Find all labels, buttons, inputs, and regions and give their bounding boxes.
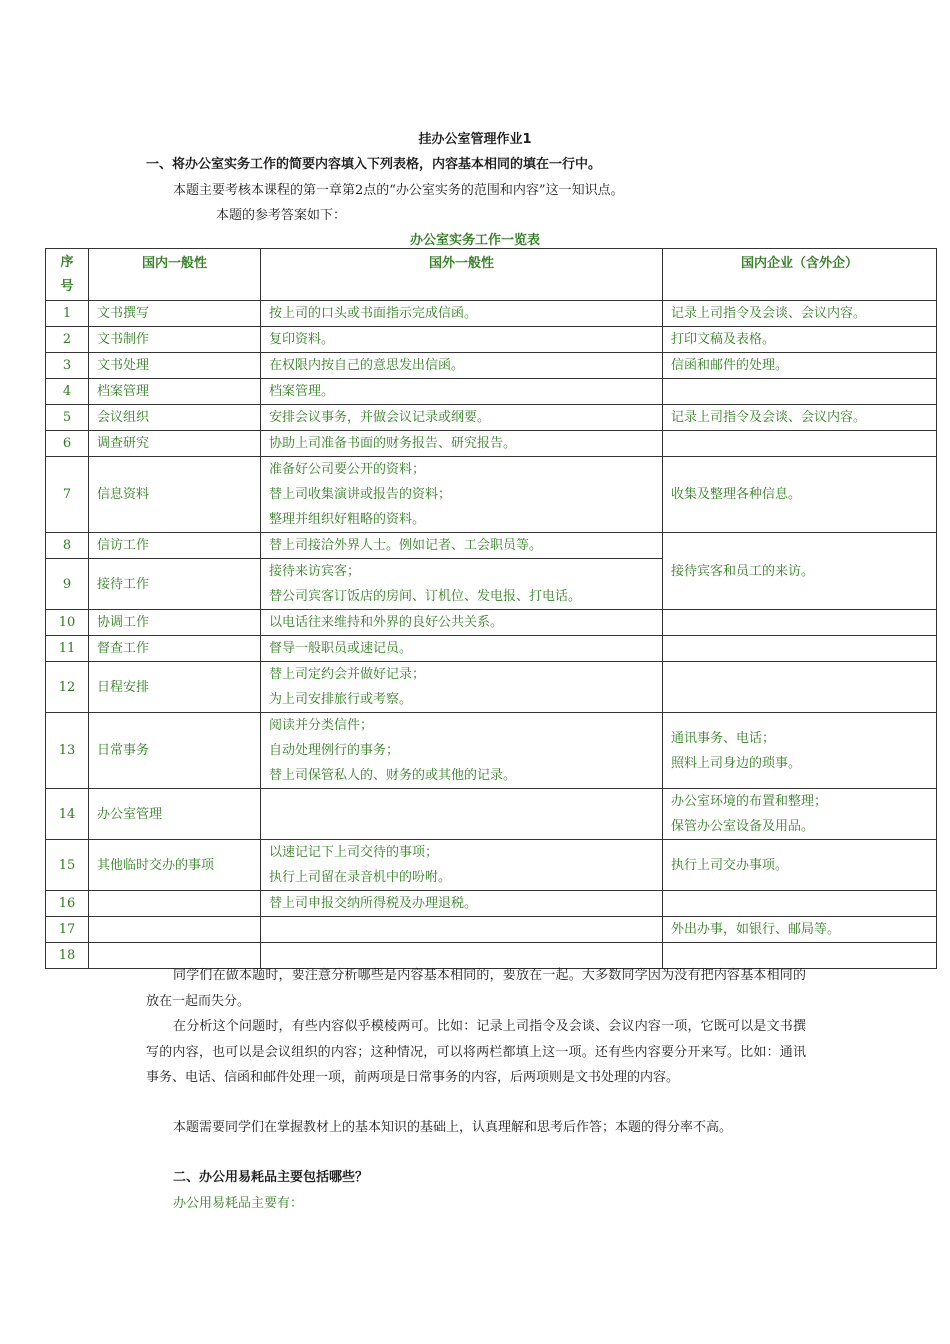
cell-foreign bbox=[261, 301, 663, 327]
cell-line: 替上司申报交纳所得税及办理退税。 bbox=[269, 896, 478, 911]
cell-foreign bbox=[261, 431, 663, 457]
answer-label: 本题的参考答案如下： bbox=[216, 208, 347, 223]
cell-enterprise bbox=[663, 713, 937, 789]
cell-line: 照料上司身边的琐事。 bbox=[671, 755, 802, 771]
header-enterprise: 国内企业（含外企） bbox=[663, 249, 937, 301]
office-work-table bbox=[45, 248, 937, 969]
cell-no: 8 bbox=[46, 533, 89, 559]
cell-foreign bbox=[261, 891, 663, 917]
cell-line: 替上司定约会并做好记录； bbox=[269, 667, 426, 682]
table-caption: 办公室实务工作一览表 bbox=[409, 233, 540, 248]
cell-foreign bbox=[261, 636, 663, 662]
cell-domestic: 接待工作 bbox=[89, 559, 261, 610]
cell-foreign bbox=[261, 327, 663, 353]
header-no: 序 号 bbox=[46, 249, 89, 301]
cell-line: 自动处理例行的事务； bbox=[269, 743, 400, 758]
cell-no: 11 bbox=[46, 636, 89, 662]
table-row bbox=[46, 353, 937, 379]
cell-foreign bbox=[261, 405, 663, 431]
cell-no: 13 bbox=[46, 713, 89, 789]
document-title: 挂办公室管理作业1 bbox=[418, 132, 532, 147]
cell-line: 为上司安排旅行或考察。 bbox=[269, 692, 413, 707]
table-row bbox=[46, 610, 937, 636]
cell-foreign bbox=[261, 662, 663, 713]
cell-no: 16 bbox=[46, 891, 89, 917]
analysis-paragraph-1: 同学们在做本题时，要注意分析哪些是内容基本相同的，要放在一起。大多数同学因为没有把内容基本相同的放在一起而失分。 bbox=[146, 968, 806, 1009]
cell-enterprise bbox=[663, 353, 937, 379]
table-row bbox=[46, 789, 937, 840]
table-row bbox=[46, 379, 937, 405]
cell-no: 4 bbox=[46, 379, 89, 405]
cell-enterprise bbox=[663, 327, 937, 353]
cell-domestic: 文书处理 bbox=[89, 353, 261, 379]
cell-foreign bbox=[261, 559, 663, 610]
cell-domestic: 协调工作 bbox=[89, 610, 261, 636]
question-1-intro: 本题主要考核本课程的第一章第2点的“办公室实务的范围和内容”这一知识点。 bbox=[173, 183, 624, 198]
cell-domestic: 文书撰写 bbox=[89, 301, 261, 327]
cell-domestic: 信访工作 bbox=[89, 533, 261, 559]
cell-line: 接待来访宾客； bbox=[269, 564, 361, 579]
cell-domestic: 信息资料 bbox=[89, 457, 261, 533]
cell-domestic: 文书制作 bbox=[89, 327, 261, 353]
table-row bbox=[46, 431, 937, 457]
header-domestic: 国内一般性 bbox=[89, 249, 261, 301]
cell-line: 执行上司留在录音机中的吩咐。 bbox=[269, 870, 452, 885]
cell-line: 记录上司指令及会谈、会议内容。 bbox=[671, 306, 867, 321]
cell-enterprise bbox=[663, 610, 937, 636]
cell-line: 保管办公室设备及用品。 bbox=[671, 819, 815, 834]
cell-line: 复印资料。 bbox=[269, 332, 335, 347]
cell-enterprise bbox=[663, 789, 937, 840]
cell-line: 准备好公司要公开的资料； bbox=[269, 462, 426, 477]
cell-line: 收集及整理各种信息。 bbox=[671, 487, 802, 502]
table-row bbox=[46, 713, 937, 789]
cell-line: 安排会议事务，并做会议记录或纲要。 bbox=[269, 410, 491, 425]
cell-no: 10 bbox=[46, 610, 89, 636]
cell-foreign bbox=[261, 713, 663, 789]
cell-line: 以速记记下上司交待的事项； bbox=[269, 845, 439, 860]
cell-domestic: 档案管理 bbox=[89, 379, 261, 405]
table-row bbox=[46, 917, 937, 943]
cell-line: 打印文稿及表格。 bbox=[671, 332, 776, 347]
table-row bbox=[46, 301, 937, 327]
cell-domestic: 办公室管理 bbox=[89, 789, 261, 840]
cell-domestic: 督查工作 bbox=[89, 636, 261, 662]
cell-enterprise bbox=[663, 891, 937, 917]
cell-line: 在权限内按自己的意思发出信函。 bbox=[269, 358, 465, 373]
cell-enterprise bbox=[663, 301, 937, 327]
cell-enterprise bbox=[663, 405, 937, 431]
cell-no: 9 bbox=[46, 559, 89, 610]
cell-no: 2 bbox=[46, 327, 89, 353]
cell-line: 接待宾客和员工的来访。 bbox=[671, 563, 815, 579]
table-row bbox=[46, 891, 937, 917]
cell-no: 5 bbox=[46, 405, 89, 431]
cell-enterprise bbox=[663, 431, 937, 457]
table-row bbox=[46, 636, 937, 662]
table-row bbox=[46, 327, 937, 353]
cell-line: 督导一般职员或速记员。 bbox=[269, 641, 413, 656]
cell-line: 通讯事务、电话； bbox=[671, 730, 776, 746]
table-row bbox=[46, 533, 937, 559]
cell-domestic: 日常事务 bbox=[89, 713, 261, 789]
cell-domestic: 调查研究 bbox=[89, 431, 261, 457]
cell-no: 17 bbox=[46, 917, 89, 943]
cell-domestic: 会议组织 bbox=[89, 405, 261, 431]
question-2-heading: 二、办公用易耗品主要包括哪些？ bbox=[173, 1170, 369, 1185]
question-1-heading: 一、将办公室实务工作的简要内容填入下列表格，内容基本相同的填在一行中。 bbox=[146, 157, 602, 172]
cell-line: 协助上司准备书面的财务报告、研究报告。 bbox=[269, 436, 517, 451]
cell-foreign bbox=[261, 533, 663, 559]
cell-line: 替公司宾客订饭店的房间、订机位、发电报、打电话。 bbox=[269, 589, 582, 604]
cell-line: 替上司保管私人的、财务的或其他的记录。 bbox=[269, 768, 517, 783]
cell-domestic: 日程安排 bbox=[89, 662, 261, 713]
header-foreign: 国外一般性 bbox=[261, 249, 663, 301]
cell-foreign bbox=[261, 610, 663, 636]
cell-foreign bbox=[261, 379, 663, 405]
cell-line: 记录上司指令及会谈、会议内容。 bbox=[671, 410, 867, 425]
cell-line: 替上司收集演讲或报告的资料； bbox=[269, 487, 452, 502]
table-row bbox=[46, 662, 937, 713]
cell-line: 外出办事，如银行、邮局等。 bbox=[671, 922, 841, 937]
table-row bbox=[46, 457, 937, 533]
cell-no: 18 bbox=[46, 943, 89, 969]
cell-enterprise bbox=[663, 379, 937, 405]
cell-domestic bbox=[89, 917, 261, 943]
cell-enterprise bbox=[663, 840, 937, 891]
cell-foreign bbox=[261, 789, 663, 840]
cell-line: 按上司的口头或书面指示完成信函。 bbox=[269, 306, 478, 321]
cell-line: 以电话往来维持和外界的良好公共关系。 bbox=[269, 615, 504, 630]
cell-line: 执行上司交办事项。 bbox=[671, 857, 789, 873]
cell-no: 14 bbox=[46, 789, 89, 840]
cell-line: 档案管理。 bbox=[269, 384, 335, 399]
cell-line: 办公室环境的布置和整理； bbox=[671, 794, 828, 809]
cell-line: 整理并组织好粗略的资料。 bbox=[269, 512, 426, 527]
table-header-row bbox=[46, 249, 937, 301]
cell-no: 1 bbox=[46, 301, 89, 327]
cell-foreign bbox=[261, 353, 663, 379]
analysis-paragraph-2: 在分析这个问题时，有些内容似乎模棱两可。比如：记录上司指令及会谈、会议内容一项，它既可以是文书撰写的内容，也可以是会议组织的内容；这种情况，可以将两栏都填上这一项。还有些内容要分开来写。比如：通讯事务、电话、信函和邮件处理一项，前两项是日常事务的内容，后两项则是文书处理的内容。 bbox=[146, 1019, 806, 1085]
cell-domestic bbox=[89, 891, 261, 917]
cell-no: 12 bbox=[46, 662, 89, 713]
cell-domestic: 其他临时交办的事项 bbox=[89, 840, 261, 891]
question-2-answer-intro: 办公用易耗品主要有： bbox=[173, 1196, 304, 1211]
cell-line: 阅读并分类信件； bbox=[269, 718, 374, 733]
cell-no: 7 bbox=[46, 457, 89, 533]
cell-line: 替上司接洽外界人士。例如记者、工会职员等。 bbox=[269, 538, 543, 553]
table-row bbox=[46, 840, 937, 891]
cell-enterprise bbox=[663, 457, 937, 533]
cell-enterprise bbox=[663, 533, 937, 610]
cell-enterprise bbox=[663, 662, 937, 713]
cell-foreign bbox=[261, 917, 663, 943]
cell-no: 15 bbox=[46, 840, 89, 891]
cell-no: 6 bbox=[46, 431, 89, 457]
table-row bbox=[46, 405, 937, 431]
cell-enterprise bbox=[663, 636, 937, 662]
cell-foreign bbox=[261, 840, 663, 891]
cell-enterprise bbox=[663, 917, 937, 943]
cell-foreign bbox=[261, 457, 663, 533]
cell-no: 3 bbox=[46, 353, 89, 379]
analysis-paragraph-3: 本题需要同学们在掌握教材上的基本知识的基础上，认真理解和思考后作答；本题的得分率不高。 bbox=[173, 1120, 733, 1135]
cell-line: 信函和邮件的处理。 bbox=[671, 358, 789, 373]
